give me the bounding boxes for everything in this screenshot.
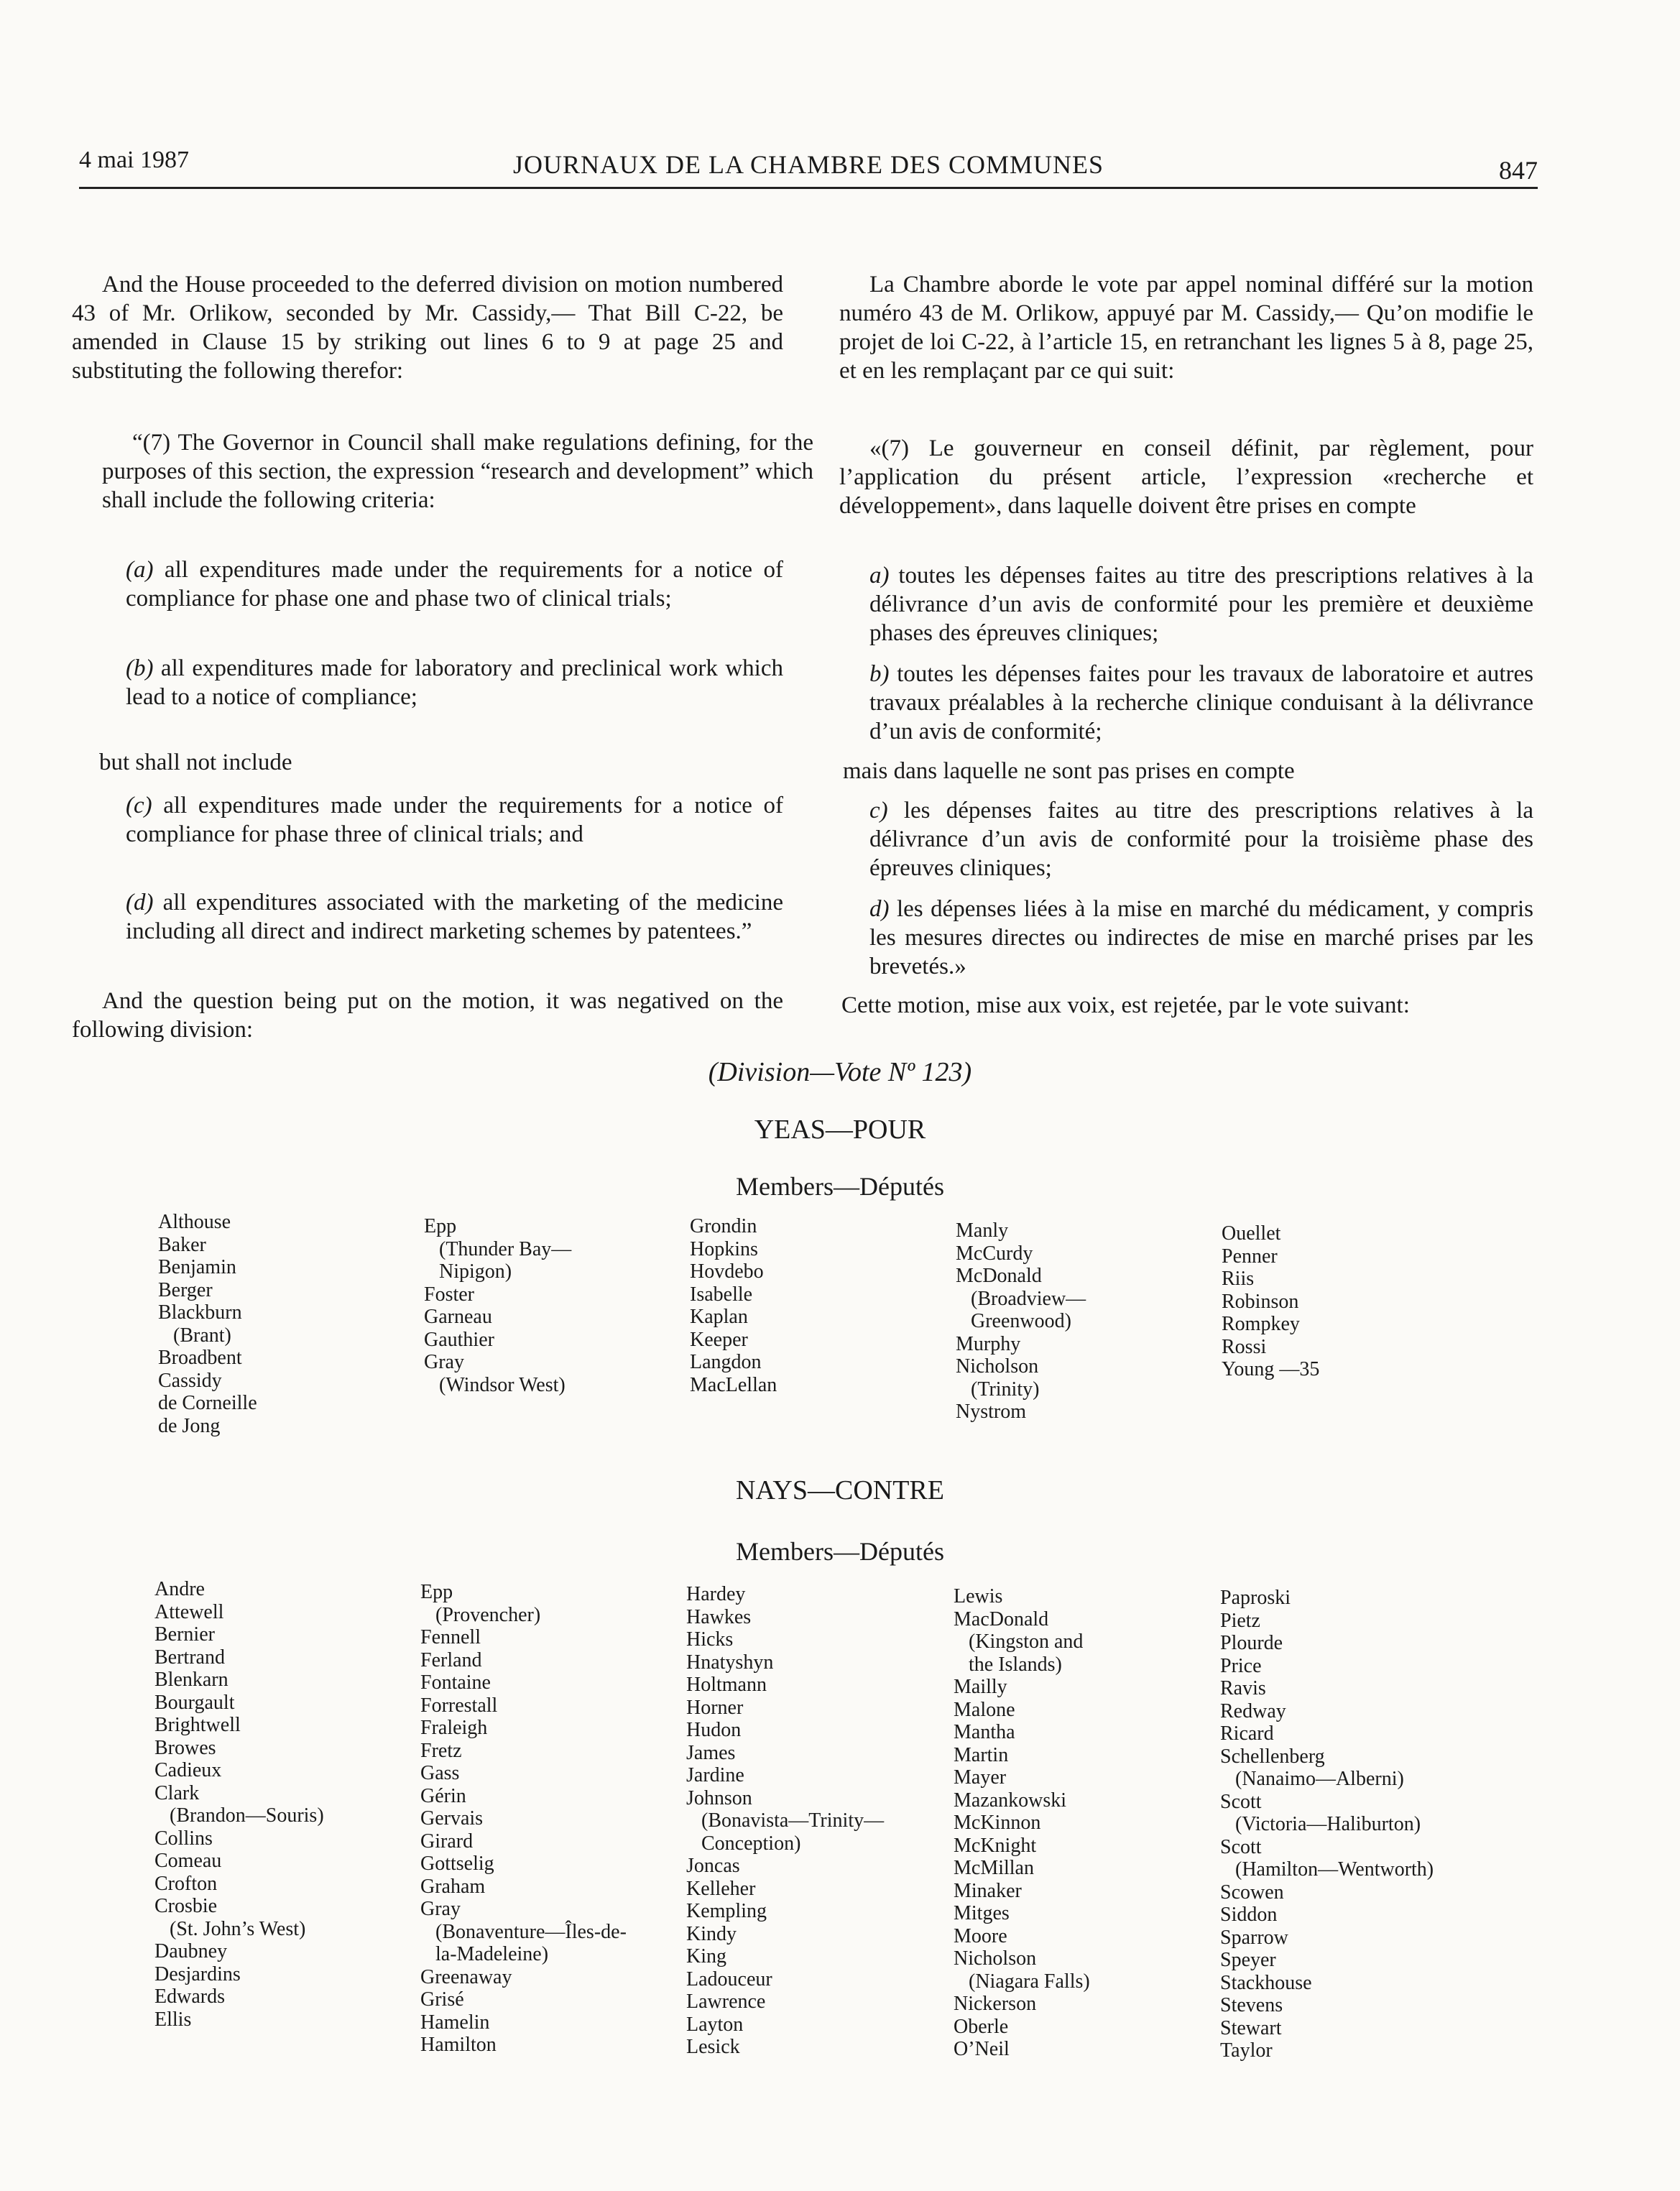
member-name: Epp [420, 1581, 453, 1603]
member-name: MacLellan [690, 1373, 777, 1396]
fr-item-b [869, 660, 1533, 746]
member-name: Layton [686, 2013, 744, 2036]
member-name: McKnight [954, 1834, 1037, 1857]
member-name: Collins [154, 1827, 213, 1850]
en-item-d-text: all expenditures associated with the marketing of the medicine including all direct and indirect marketing schemes by patentees.” [126, 890, 783, 944]
fr-item-a [869, 561, 1533, 647]
yeas-column-5 [1222, 1222, 1319, 1381]
fr-item-b-letter: b) [869, 661, 890, 687]
member-name: Paproski [1220, 1587, 1291, 1609]
member-name: Blackburn [158, 1301, 242, 1324]
member-name: (Bonavista—Trinity— [686, 1809, 885, 1832]
member-name: Comeau [154, 1850, 222, 1872]
member-name: MacDonald [954, 1607, 1049, 1630]
member-name: Grondin [690, 1215, 757, 1237]
yeas-column-4 [956, 1219, 1086, 1424]
member-name: Malone [954, 1698, 1015, 1721]
member-name: Nipigon) [424, 1260, 512, 1283]
member-name: Fennell [420, 1626, 481, 1648]
nays-members-heading: Members—Députés [736, 1537, 944, 1566]
en-item-c-text: all expenditures made under the requirements for a notice of compliance for phase three of clinical trials; and [126, 793, 783, 847]
member-name: Manly [956, 1219, 1009, 1242]
member-name: Clark [154, 1781, 200, 1804]
member-name: Ellis [154, 2008, 192, 2031]
member-name: Gottselig [420, 1853, 494, 1875]
member-name: Hicks [686, 1628, 734, 1651]
member-name: Kaplan [690, 1306, 748, 1328]
header-journal-title: JOURNAUX DE LA CHAMBRE DES COMMUNES [512, 150, 1104, 179]
member-name: Althouse [158, 1211, 231, 1233]
member-name: Stackhouse [1220, 1971, 1312, 1994]
en-item-c [126, 791, 783, 849]
member-name: Robinson [1222, 1290, 1299, 1313]
member-name: Greenwood) [956, 1310, 1071, 1332]
yeas-column-2 [424, 1215, 571, 1396]
member-name: McKinnon [954, 1812, 1041, 1834]
en-item-d [126, 888, 783, 946]
member-name: King [686, 1945, 726, 1968]
en-item-b [126, 654, 783, 711]
member-name: Hudon [686, 1719, 742, 1741]
member-name: Gervais [420, 1807, 484, 1830]
member-name: Bourgault [154, 1691, 235, 1714]
member-name: Greenaway [420, 1965, 512, 1988]
member-name: Benjamin [158, 1256, 236, 1278]
member-name: Conception) [686, 1832, 801, 1855]
member-name: (Niagara Falls) [954, 1970, 1090, 1993]
en-item-b-text: all expenditures made for laboratory and preclinical work which lead to a notice of compliance; [126, 655, 783, 710]
member-name: Riis [1222, 1268, 1255, 1290]
member-name: Hawkes [686, 1605, 752, 1628]
en-item-c-letter: (c) [126, 793, 152, 818]
member-name: Schellenberg [1220, 1745, 1325, 1768]
member-name: Hovdebo [690, 1260, 764, 1283]
member-name: Nickerson [954, 1993, 1037, 2015]
fr-item-c-text: les dépenses faites au titre des prescriptions relatives à la délivrance d’un avis de conformité pour la troisième phase des épreuves cliniques; [869, 798, 1533, 881]
member-name: Hamelin [420, 2011, 490, 2034]
member-name: (Nanaimo—Alberni) [1220, 1768, 1404, 1790]
member-name: Hopkins [690, 1237, 758, 1260]
member-name: Scott [1220, 1790, 1262, 1813]
member-name: McCurdy [956, 1242, 1033, 1265]
fr-result-paragraph: Cette motion, mise aux voix, est rejetée, par le vote suivant: [841, 992, 1410, 1018]
member-name: Mailly [954, 1676, 1007, 1698]
member-name: Crofton [154, 1872, 218, 1895]
member-name: la-Madeleine) [420, 1943, 549, 1965]
member-name: Horner [686, 1696, 744, 1719]
member-name: Joncas [686, 1855, 740, 1877]
member-name: Gauthier [424, 1328, 494, 1351]
member-name: Penner [1222, 1245, 1278, 1268]
member-name: Scowen [1220, 1881, 1284, 1904]
fr-intro-paragraph: La Chambre aborde le vote par appel nominal différé sur la motion numéro 43 de M. Orlikow, appuyé par M. Cassidy,— Qu’on modifie le projet de loi C-22, à l’article 15, en retranchant les lignes 5 à 8, page 25, et en les remplaçant par ce qui suit: [839, 272, 1533, 384]
member-name: de Corneille [158, 1392, 257, 1414]
nays-heading: NAYS—CONTRE [736, 1475, 944, 1505]
member-name: Kelleher [686, 1877, 756, 1900]
member-name: Daubney [154, 1940, 228, 1962]
member-name: the Islands) [954, 1653, 1062, 1676]
member-name: (Brant) [158, 1324, 231, 1347]
nays-column-4 [954, 1585, 1090, 2061]
member-name: McDonald [956, 1265, 1042, 1287]
member-name: Pietz [1220, 1609, 1260, 1632]
member-name: Nystrom [956, 1401, 1026, 1423]
member-name: Nicholson [954, 1947, 1037, 1970]
member-name: Bertrand [154, 1646, 225, 1669]
member-name: Mitges [954, 1902, 1010, 1924]
member-name: James [686, 1741, 736, 1764]
fr-item-c [869, 796, 1533, 882]
fr-quote-paragraph: «(7) Le gouverneur en conseil définit, par règlement, pour l’application du présent article, l’expression «recherche et développement», dans laquelle doivent être prises en compte [839, 435, 1533, 519]
member-name: McMillan [954, 1857, 1034, 1879]
member-name: (Kingston and [954, 1630, 1084, 1653]
member-name: Siddon [1220, 1904, 1278, 1926]
member-name: Berger [158, 1278, 213, 1301]
member-name: (Broadview— [956, 1287, 1086, 1310]
nays-column-5 [1220, 1587, 1434, 2062]
member-name: Cadieux [154, 1759, 222, 1781]
member-name: Ravis [1220, 1677, 1266, 1699]
member-name: Brightwell [154, 1714, 241, 1736]
member-name: Gray [424, 1351, 464, 1373]
nays-column-3 [686, 1583, 884, 2059]
member-name: Desjardins [154, 1962, 241, 1985]
member-name: O’Neil [954, 2038, 1010, 2060]
nays-column-1 [154, 1578, 324, 2031]
member-name: Hardey [686, 1583, 746, 1605]
member-name: Gérin [420, 1784, 466, 1807]
member-name: Bernier [154, 1623, 215, 1646]
yeas-column-1 [158, 1211, 257, 1437]
member-name: Gray [420, 1898, 461, 1920]
member-name: Attewell [154, 1600, 224, 1623]
member-name: (Bonaventure—Îles-de- [420, 1920, 627, 1943]
member-name: Holtmann [686, 1674, 767, 1696]
member-name: Ferland [420, 1648, 482, 1671]
fr-item-a-letter: a) [869, 563, 890, 589]
member-name: Crosbie [154, 1895, 218, 1917]
member-name: Hamilton [420, 2034, 497, 2056]
member-name: (Windsor West) [424, 1373, 566, 1396]
member-name: (Brandon—Souris) [154, 1804, 324, 1827]
member-name: Scott [1220, 1835, 1262, 1858]
member-name: Taylor [1220, 2039, 1273, 2062]
en-result-paragraph: And the question being put on the motion, it was negatived on the following division: [72, 988, 783, 1043]
member-name: Ricard [1220, 1722, 1274, 1745]
member-name: Young —35 [1222, 1358, 1320, 1380]
member-name: Broadbent [158, 1347, 242, 1369]
member-name: de Jong [158, 1414, 221, 1437]
member-name: Foster [424, 1283, 474, 1306]
member-name: Edwards [154, 1985, 225, 2008]
en-item-a-text: all expenditures made under the requirements for a notice of compliance for phase one and phase two of clinical trials; [126, 557, 783, 612]
member-name: Langdon [690, 1351, 762, 1373]
member-name: Moore [954, 1924, 1007, 1947]
member-name: Lawrence [686, 1991, 766, 2013]
fr-item-d-text: les dépenses liées à la mise en marché du médicament, y compris les mesures directes ou indirectes de mise en marché prises par les brevetés.» [869, 896, 1533, 979]
member-name: Epp [424, 1215, 457, 1237]
member-name: (St. John’s West) [154, 1917, 306, 1940]
en-item-a [126, 555, 783, 613]
member-name: Ladouceur [686, 1968, 772, 1991]
member-name: Rompkey [1222, 1313, 1300, 1335]
member-name: Ouellet [1222, 1222, 1281, 1245]
fr-item-d-letter: d) [869, 896, 890, 922]
member-name: Grisé [420, 1988, 464, 2011]
en-quote-paragraph: “(7) The Governor in Council shall make regulations defining, for the purposes of this section, the expression “research and development” which shall include the following criteria: [102, 430, 813, 513]
member-name: Speyer [1220, 1949, 1276, 1971]
member-name: Mayer [954, 1766, 1007, 1789]
member-name: Johnson [686, 1786, 752, 1809]
member-name: Nicholson [956, 1355, 1039, 1378]
member-name: Fretz [420, 1739, 462, 1762]
yeas-heading: YEAS—POUR [754, 1115, 926, 1145]
member-name: Murphy [956, 1332, 1021, 1355]
member-name: Lewis [954, 1585, 1003, 1607]
en-intro-paragraph: And the House proceeded to the deferred division on motion numbered 43 of Mr. Orlikow, seconded by Mr. Cassidy,— That Bill C-22, be amended in Clause 15 by striking out lines 6 to 9 at page 25 and substituting the following therefor: [72, 272, 783, 384]
fr-exclusion-intro: mais dans laquelle ne sont pas prises en compte [843, 758, 1295, 784]
running-header [79, 141, 1538, 189]
member-name: Kindy [686, 1922, 737, 1945]
fr-item-c-letter: c) [869, 798, 888, 824]
nays-column-2 [420, 1581, 627, 2057]
member-name: Oberle [954, 2015, 1009, 2038]
member-name: Garneau [424, 1306, 492, 1328]
member-name: (Thunder Bay— [424, 1237, 572, 1260]
member-name: Gass [420, 1762, 460, 1784]
yeas-column-3 [690, 1215, 777, 1396]
member-name: Isabelle [690, 1283, 753, 1306]
en-item-b-letter: (b) [126, 655, 154, 681]
header-date: 4 mai 1987 [79, 147, 189, 173]
member-name: Mazankowski [954, 1789, 1067, 1812]
en-item-a-letter: (a) [126, 557, 154, 583]
member-name: Plourde [1220, 1632, 1283, 1654]
member-name: Fraleigh [420, 1717, 488, 1739]
member-name: Blenkarn [154, 1669, 229, 1691]
member-name: Lesick [686, 2036, 740, 2058]
header-page-number: 847 [1499, 156, 1538, 185]
member-name: Girard [420, 1830, 474, 1853]
member-name: Hnatyshyn [686, 1651, 774, 1674]
member-name: Mantha [954, 1721, 1015, 1743]
yeas-members-heading: Members—Députés [736, 1172, 944, 1201]
member-name: (Provencher) [420, 1603, 541, 1626]
member-name: Rossi [1222, 1335, 1267, 1358]
member-name: Minaker [954, 1879, 1022, 1902]
member-name: (Victoria—Haliburton) [1220, 1813, 1421, 1835]
member-name: Jardine [686, 1764, 744, 1786]
member-name: Browes [154, 1736, 216, 1759]
en-item-d-letter: (d) [126, 890, 154, 915]
fr-item-a-text: toutes les dépenses faites au titre des prescriptions relatives à la délivrance d’un avis de conformité pour les première et deuxième phases des épreuves cliniques; [869, 563, 1533, 646]
member-name: Sparrow [1220, 1926, 1288, 1949]
fr-item-b-text: toutes les dépenses faites pour les travaux de laboratoire et autres travaux préalables à la recherche clinique conduisant à la délivrance d’un avis de conformité; [869, 661, 1533, 744]
member-name: Martin [954, 1743, 1009, 1766]
division-title: (Division—Vote Nº 123) [708, 1057, 972, 1087]
member-name: Kempling [686, 1900, 767, 1922]
en-exclusion-intro: but shall not include [99, 749, 292, 775]
member-name: Stevens [1220, 1994, 1283, 2016]
member-name: (Hamilton—Wentworth) [1220, 1858, 1434, 1881]
fr-item-d [869, 895, 1533, 981]
member-name: Forrestall [420, 1694, 498, 1717]
member-name: Stewart [1220, 2016, 1282, 2039]
member-name: Baker [158, 1233, 206, 1256]
member-name: Fontaine [420, 1671, 491, 1694]
member-name: Cassidy [158, 1369, 222, 1392]
member-name: Graham [420, 1875, 486, 1898]
member-name: Keeper [690, 1328, 748, 1351]
member-name: Redway [1220, 1699, 1286, 1722]
member-name: Andre [154, 1578, 205, 1600]
member-name: (Trinity) [956, 1378, 1040, 1401]
member-name: Price [1220, 1654, 1262, 1677]
